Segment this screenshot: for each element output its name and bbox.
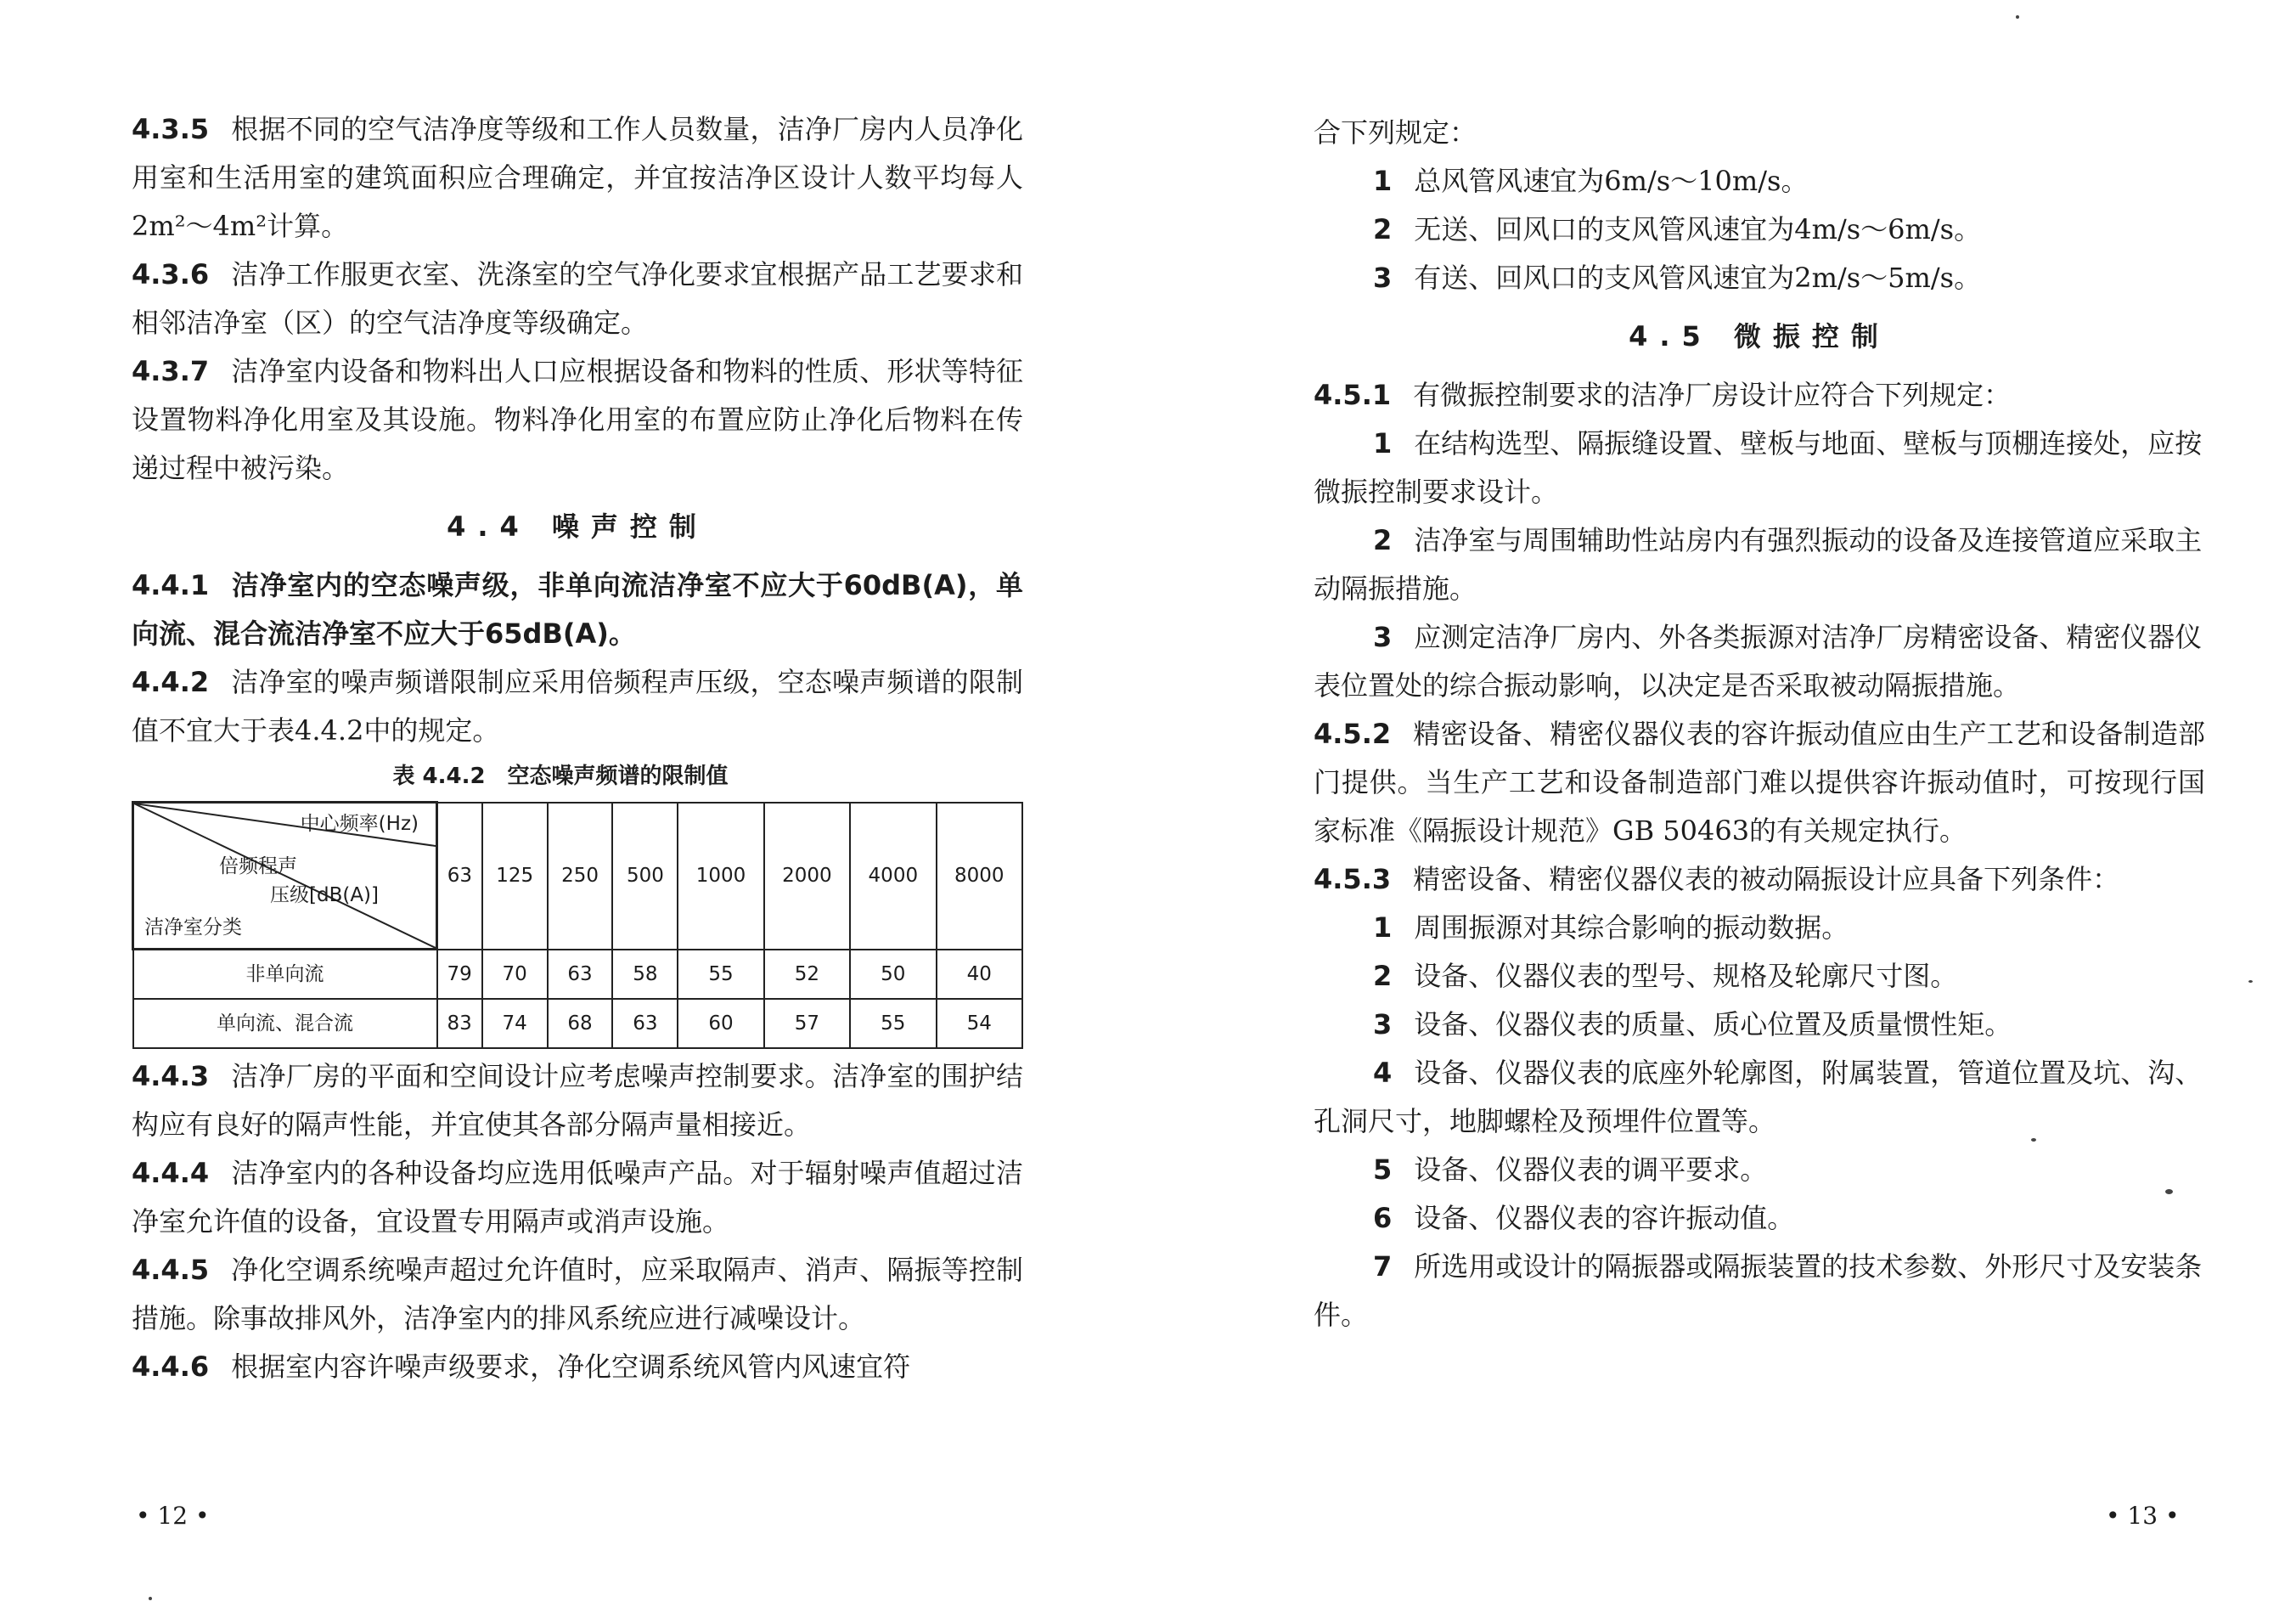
list-item: [1314, 157, 2205, 206]
scan-speck: [2016, 15, 2019, 19]
item-text: 所选用或设计的隔振器或隔振装置的技术参数、外形尺寸及安装条件。: [1314, 1250, 2203, 1331]
list-item: [1314, 613, 2205, 710]
list-item: [1314, 1146, 2205, 1194]
clause-text: 洁净室内的空态噪声级，非单向流洁净室不应大于60dB(A)，单向流、混合流洁净室不应大于65dB(A)。: [132, 569, 1023, 650]
clause-number: 4.4.1: [132, 569, 210, 601]
item-number: 1: [1373, 911, 1393, 944]
header-octave-level-2: 压级[dB(A)]: [270, 884, 380, 906]
freq-column-header: 125: [482, 803, 548, 950]
item-text: 周围振源对其综合影响的振动数据。: [1414, 911, 1849, 944]
freq-column-header: 250: [548, 803, 613, 950]
clause-4-5-1: [1314, 371, 2205, 420]
table-row: [133, 999, 1023, 1048]
section-heading-4-4: 4.4 噪声控制: [447, 510, 708, 543]
page-number-left: • 12 •: [136, 1502, 210, 1530]
table-cell: 83: [437, 999, 482, 1048]
clause-4-4-1: [132, 561, 1023, 658]
right-page: [1148, 0, 2296, 1624]
table-cell: 63: [548, 950, 613, 1000]
clause-4-5-3: [1314, 855, 2205, 904]
freq-column-header: 500: [612, 803, 678, 950]
item-text: 设备、仪器仪表的型号、规格及轮廓尺寸图。: [1414, 960, 1958, 992]
table-header-row: [133, 803, 1023, 950]
clause-number: 4.4.5: [132, 1254, 210, 1286]
freq-column-header: 2000: [764, 803, 850, 950]
item-number: 1: [1373, 165, 1393, 197]
item-text: 设备、仪器仪表的调平要求。: [1414, 1153, 1768, 1186]
table-cell: 60: [678, 999, 763, 1048]
clause-4-3-7: [132, 347, 1023, 493]
list-item: [1314, 516, 2205, 613]
item-number: 5: [1373, 1153, 1393, 1186]
table-cell: 55: [850, 999, 936, 1048]
table-cell: 55: [678, 950, 763, 1000]
scan-speck: [2031, 1138, 2036, 1142]
clause-4-4-2: [132, 658, 1023, 755]
continuation-text: 合下列规定：: [1314, 116, 1477, 149]
clause-number: 4.4.6: [132, 1351, 210, 1383]
clause-number: 4.5.3: [1314, 863, 1392, 895]
clause-text: 洁净工作服更衣室、洗涤室的空气净化要求宜根据产品工艺要求和相邻洁净室（区）的空气洁净度等级确定。: [132, 258, 1023, 339]
list-item: [1314, 206, 2205, 254]
table-cell: 57: [764, 999, 850, 1048]
list-item: [1314, 952, 2205, 1001]
table-cell: 68: [548, 999, 613, 1048]
row-label: 非单向流: [133, 950, 437, 1000]
item-number: 3: [1373, 262, 1393, 294]
right-column: [1314, 109, 2205, 1339]
list-item: [1314, 1001, 2205, 1049]
clause-text: 根据不同的空气洁净度等级和工作人员数量，洁净厂房内人员净化用室和生活用室的建筑面积应合理确定，并宜按洁净区设计人数平均每人2m²～4m²计算。: [132, 113, 1023, 242]
clause-text: 洁净室的噪声频谱限制应采用倍频程声压级，空态噪声频谱的限制值不宜大于表4.4.2中的规定。: [132, 666, 1023, 747]
item-number: 2: [1373, 960, 1393, 992]
table-cell: 54: [937, 999, 1022, 1048]
table-cell: 58: [612, 950, 678, 1000]
freq-column-header: 63: [437, 803, 482, 950]
clause-number: 4.4.2: [132, 666, 210, 698]
scan-speck: [2248, 980, 2253, 983]
item-number: 3: [1373, 1008, 1393, 1040]
clause-text: 净化空调系统噪声超过允许值时，应采取隔声、消声、隔振等控制措施。除事故排风外，洁净室内的排风系统应进行减噪设计。: [132, 1254, 1023, 1334]
table-cell: 40: [937, 950, 1022, 1000]
list-item: [1314, 1194, 2205, 1243]
clause-4-3-6: [132, 251, 1023, 347]
clause-text: 精密设备、精密仪器仪表的被动隔振设计应具备下列条件：: [1413, 863, 2120, 895]
page-number-right: • 13 •: [2106, 1502, 2180, 1530]
header-center-frequency: 中心频率(Hz): [300, 813, 419, 835]
scan-speck: [149, 1597, 152, 1600]
item-number: 7: [1373, 1250, 1393, 1283]
section-heading-4-5: 4.5 微振控制: [1629, 320, 1890, 352]
noise-limit-table: [132, 801, 1023, 1049]
left-column: [132, 105, 1023, 1391]
clause-4-4-3: [132, 1052, 1023, 1149]
table-cell: 63: [612, 999, 678, 1048]
clause-number: 4.4.4: [132, 1157, 210, 1189]
table-cell: 50: [850, 950, 936, 1000]
item-number: 1: [1373, 427, 1393, 460]
clause-4-5-2: [1314, 710, 2205, 855]
scan-speck: [2165, 1189, 2173, 1194]
item-text: 洁净室与周围辅助性站房内有强烈振动的设备及连接管道应采取主动隔振措施。: [1314, 524, 2203, 605]
clause-4-4-6: [132, 1343, 1023, 1391]
clause-number: 4.3.7: [132, 355, 210, 387]
item-text: 应测定洁净厂房内、外各类振源对洁净厂房精密设备、精密仪器仪表位置处的综合振动影响，以决定是否采取被动隔振措施。: [1314, 621, 2203, 702]
row-label: 单向流、混合流: [133, 999, 437, 1048]
table-cell: 70: [482, 950, 548, 1000]
item-text: 设备、仪器仪表的底座外轮廓图，附属装置，管道位置及坑、沟、孔洞尺寸，地脚螺栓及预埋件位置等。: [1314, 1057, 2203, 1137]
clause-number: 4.5.2: [1314, 718, 1392, 750]
table-caption: 表 4.4.2 空态噪声频谱的限制值: [392, 764, 729, 789]
clause-4-3-5: [132, 105, 1023, 251]
clause-text: 精密设备、精密仪器仪表的容许振动值应由生产工艺和设备制造部门提供。当生产工艺和设备制造部门难以提供容许振动值时，可按现行国家标准《隔振设计规范》GB 50463的有关规定执行。: [1314, 718, 2205, 847]
item-text: 设备、仪器仪表的容许振动值。: [1414, 1202, 1795, 1234]
item-number: 2: [1373, 524, 1393, 556]
header-octave-level-1: 倍频程声: [219, 855, 297, 877]
list-item: [1314, 1243, 2205, 1339]
item-number: 3: [1373, 621, 1393, 653]
item-number: 6: [1373, 1202, 1393, 1234]
clause-text: 洁净室内设备和物料出人口应根据设备和物料的性质、形状等特征设置物料净化用室及其设施。物料净化用室的布置应防止净化后物料在传递过程中被污染。: [132, 355, 1023, 484]
clause-text: 洁净室内的各种设备均应选用低噪声产品。对于辐射噪声值超过洁净室允许值的设备，宜设置专用隔声或消声设施。: [132, 1157, 1023, 1238]
clause-text: 洁净厂房的平面和空间设计应考虑噪声控制要求。洁净室的围护结构应有良好的隔声性能，并宜使其各部分隔声量相接近。: [132, 1060, 1023, 1141]
item-text: 无送、回风口的支风管风速宜为4m/s～6m/s。: [1414, 213, 1982, 245]
header-cleanroom-class: 洁净室分类: [144, 916, 242, 939]
table-cell: 74: [482, 999, 548, 1048]
clause-text: 有微振控制要求的洁净厂房设计应符合下列规定：: [1413, 379, 2012, 411]
clause-number: 4.3.6: [132, 258, 210, 290]
clause-text: 根据室内容许噪声级要求，净化空调系统风管内风速宜符: [231, 1351, 911, 1383]
clause-4-4-4: [132, 1149, 1023, 1246]
freq-column-header: 4000: [850, 803, 936, 950]
freq-column-header: 1000: [678, 803, 763, 950]
list-item: [1314, 254, 2205, 302]
clause-4-4-5: [132, 1246, 1023, 1343]
list-item: [1314, 420, 2205, 516]
clause-number: 4.5.1: [1314, 379, 1392, 411]
item-text: 设备、仪器仪表的质量、质心位置及质量惯性矩。: [1414, 1008, 2012, 1040]
item-text: 有送、回风口的支风管风速宜为2m/s～5m/s。: [1414, 262, 1982, 294]
clause-number: 4.4.3: [132, 1060, 210, 1092]
table-cell: 79: [437, 950, 482, 1000]
table-cell: 52: [764, 950, 850, 1000]
clause-number: 4.3.5: [132, 113, 210, 145]
freq-column-header: 8000: [937, 803, 1022, 950]
item-number: 4: [1373, 1057, 1393, 1089]
table-row: [133, 950, 1023, 1000]
diagonal-header-cell: [133, 803, 437, 950]
item-number: 2: [1373, 213, 1393, 245]
list-item: [1314, 904, 2205, 952]
list-item: [1314, 1049, 2205, 1146]
item-text: 总风管风速宜为6m/s～10m/s。: [1414, 165, 1809, 197]
item-text: 在结构选型、隔振缝设置、壁板与地面、壁板与顶棚连接处，应按微振控制要求设计。: [1314, 427, 2203, 508]
